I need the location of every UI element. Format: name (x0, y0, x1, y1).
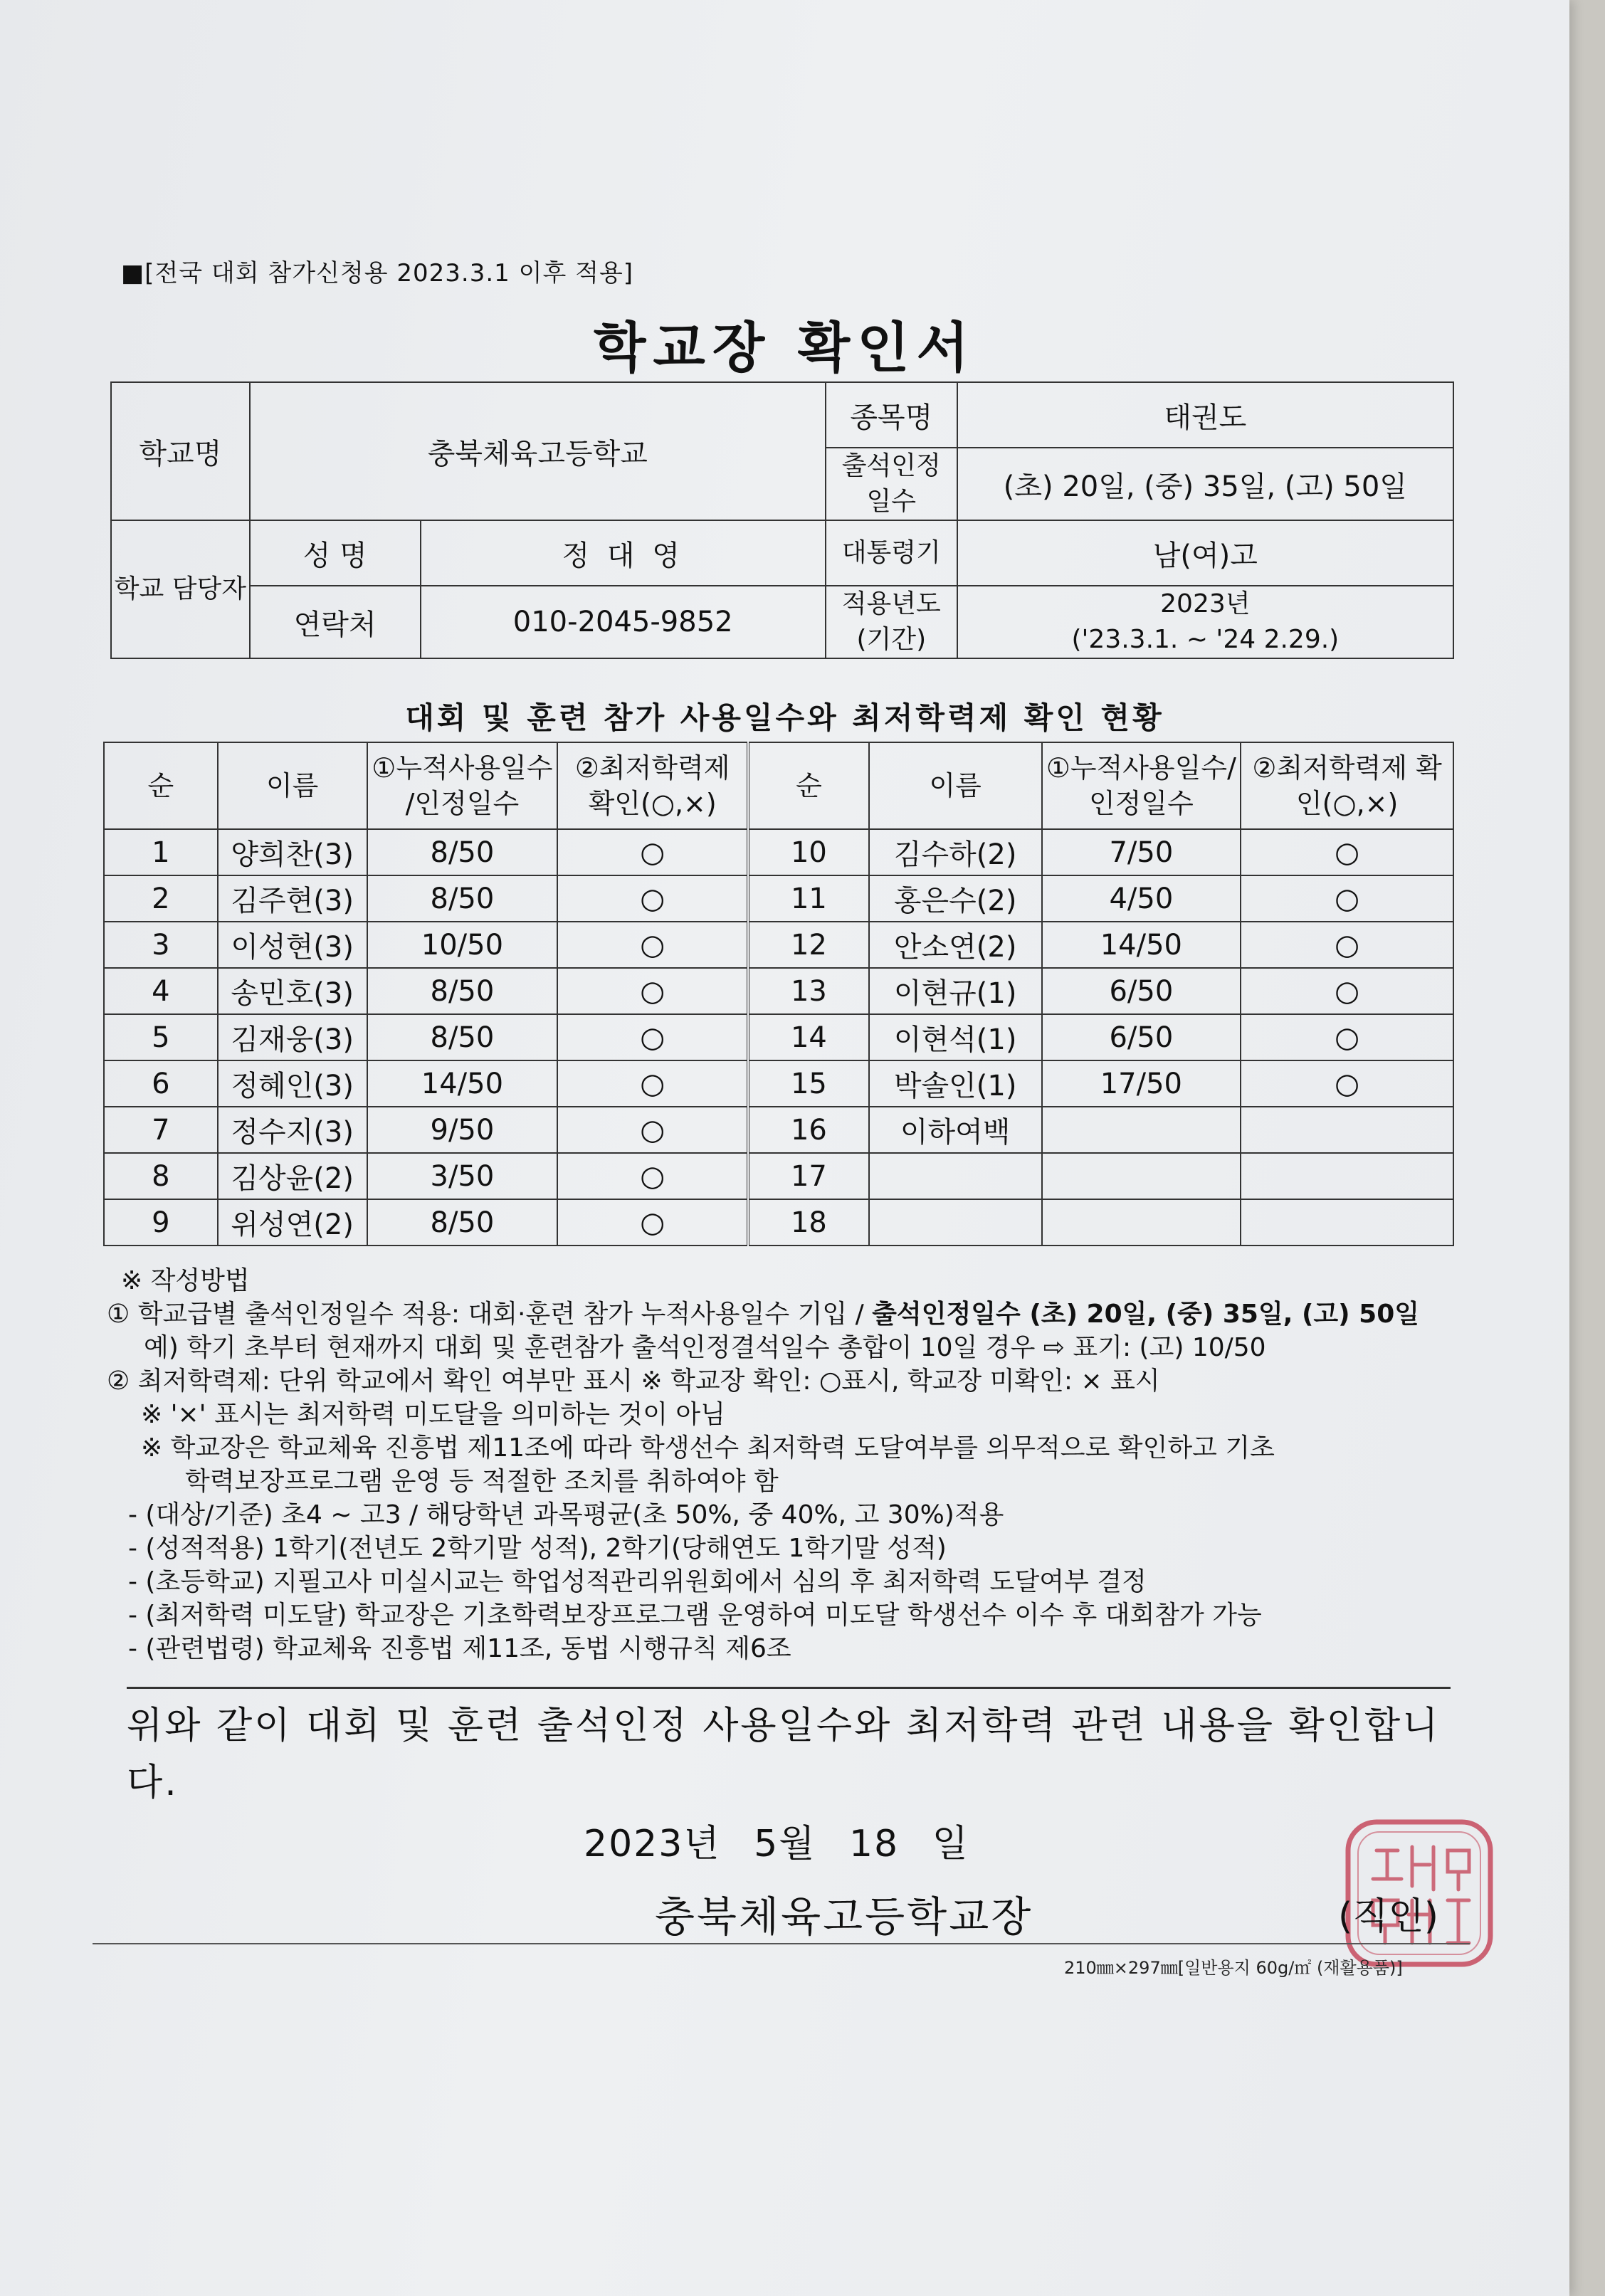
signer-title: 충북체육고등학교장 (655, 1892, 1033, 1941)
division-label: 대통령기 (826, 520, 957, 586)
col-name-left: 이름 (218, 742, 367, 829)
row-no: 3 (104, 922, 218, 968)
used-days (1042, 1107, 1241, 1153)
row-no: 10 (748, 829, 869, 875)
row-no: 17 (748, 1153, 869, 1199)
row-no: 8 (104, 1153, 218, 1199)
table-row (104, 1153, 1453, 1199)
student-name: 김수하(2) (869, 829, 1042, 875)
row-no: 16 (748, 1107, 869, 1153)
note-detail-grades: - (성적적용) 1학기(전년도 2학기말 성적), 2학기(당해연도 1학기말 성적) (128, 1534, 947, 1563)
staff-label: 학교 담당자 (111, 520, 250, 658)
note-attendance-text: ① 학교급별 출석인정일수 적용: 대회·훈련 참가 누적사용일수 기입 / (107, 1300, 873, 1329)
student-name: 양희찬(3) (218, 829, 367, 875)
note-detail-criteria: - (대상/기준) 초4 ~ 고3 / 해당학년 과목평균(초 50%, 중 40%, 고 30%)적용 (128, 1500, 1004, 1529)
note-detail-elementary: - (초등학교) 지필고사 미실시교는 학업성적관리위원회에서 심의 후 최저학력 도달여부 결정 (128, 1567, 1147, 1596)
note-attendance-bold: 출석인정일수 (초) 20일, (중) 35일, (고) 50일 (872, 1300, 1420, 1329)
confirmation-statement: 위와 같이 대회 및 훈련 출석인정 사용일수와 최저학력 관련 내용을 확인합니다. (127, 1687, 1451, 1811)
table-row (104, 1107, 1453, 1153)
contact-label: 연락처 (250, 586, 421, 658)
used-days: 4/50 (1042, 875, 1241, 922)
academic-check: ○ (557, 968, 748, 1014)
student-name (869, 1153, 1042, 1199)
sport-label: 종목명 (826, 382, 957, 448)
student-name: 이현석(1) (869, 1014, 1042, 1060)
note-academic-duty-cont: 학력보장프로그램 운영 등 적절한 조치를 취하여야 함 (185, 1467, 779, 1496)
used-days: 9/50 (367, 1107, 558, 1153)
student-name (869, 1199, 1042, 1246)
col-no-left: 순 (104, 742, 218, 829)
year-cell (957, 586, 1453, 658)
academic-check: ○ (557, 1014, 748, 1060)
attendance-days-value: (초) 20일, (중) 35일, (고) 50일 (957, 448, 1453, 520)
student-name: 김주현(3) (218, 875, 367, 922)
student-name: 위성연(2) (218, 1199, 367, 1246)
used-days (1042, 1153, 1241, 1199)
note-attendance-example: 예) 학기 초부터 현재까지 대회 및 훈련참가 출석인정결석일수 총합이 10일 경우 ⇨ 표기: (고) 10/50 (144, 1333, 1266, 1362)
used-days: 10/50 (367, 922, 558, 968)
col-no-right: 순 (748, 742, 869, 829)
seal-label: (직인) (1338, 1895, 1439, 1938)
row-no: 2 (104, 875, 218, 922)
table-row (104, 968, 1453, 1014)
note-detail-underachieve: - (최저학력 미도달) 학교장은 기초학력보장프로그램 운영하여 미도달 학생선수 이수 후 대회참가 가능 (128, 1601, 1262, 1630)
used-days: 7/50 (1042, 829, 1241, 875)
academic-check: ○ (557, 1060, 748, 1107)
note-academic-meaning: ※ '×' 표시는 최저학력 미도달을 의미하는 것이 아님 (141, 1400, 725, 1429)
academic-check (1241, 1107, 1453, 1153)
col-days-right: ①누적사용일수/ 인정일수 (1042, 742, 1241, 829)
row-no: 11 (748, 875, 869, 922)
student-name: 안소연(2) (869, 922, 1042, 968)
note-attendance (107, 1297, 1459, 1331)
student-name: 홍은수(2) (869, 875, 1042, 922)
row-no: 14 (748, 1014, 869, 1060)
table-row (104, 922, 1453, 968)
paper-spec: 210㎜×297㎜[일반용지 60g/㎡ (재활용품)] (1064, 1958, 1403, 1978)
note-detail-law: - (관련법령) 학교체육 진흥법 제11조, 동법 시행규칙 제6조 (128, 1634, 791, 1663)
used-days: 3/50 (367, 1153, 558, 1199)
year-label: 적용년도 (기간) (826, 586, 957, 658)
row-no: 12 (748, 922, 869, 968)
used-days: 8/50 (367, 875, 558, 922)
sport-value: 태권도 (957, 382, 1453, 448)
roster-header-row (104, 742, 1453, 829)
notes-heading: ※ 작성방법 (121, 1266, 250, 1295)
table-row (104, 829, 1453, 875)
col-academic-right: ②최저학력제 확인(○,×) (1241, 742, 1453, 829)
academic-check: ○ (1241, 922, 1453, 968)
school-name-label: 학교명 (111, 382, 250, 520)
table-row (104, 1199, 1453, 1246)
used-days: 6/50 (1042, 1014, 1241, 1060)
academic-check: ○ (557, 875, 748, 922)
used-days: 14/50 (1042, 922, 1241, 968)
year-value: 2023년 (1160, 589, 1251, 618)
academic-check: ○ (1241, 829, 1453, 875)
row-no: 6 (104, 1060, 218, 1107)
staff-name-label: 성 명 (250, 520, 421, 586)
used-days (1042, 1199, 1241, 1246)
footer-divider (93, 1943, 1470, 1944)
student-name: 이현규(1) (869, 968, 1042, 1014)
student-name: 송민호(3) (218, 968, 367, 1014)
roster-title: 대회 및 훈련 참가 사용일수와 최저학력제 확인 현황 (405, 700, 1164, 735)
used-days: 8/50 (367, 829, 558, 875)
row-no: 1 (104, 829, 218, 875)
contact-value: 010-2045-9852 (421, 586, 826, 658)
note-academic: ② 최저학력제: 단위 학교에서 확인 여부만 표시 ※ 학교장 확인: ○표시, 학교장 미확인: × 표시 (107, 1366, 1160, 1396)
used-days: 8/50 (367, 1199, 558, 1246)
student-name: 정혜인(3) (218, 1060, 367, 1107)
academic-check (1241, 1199, 1453, 1246)
academic-check: ○ (557, 922, 748, 968)
table-row (104, 1014, 1453, 1060)
col-name-right: 이름 (869, 742, 1042, 829)
student-name: 김재웅(3) (218, 1014, 367, 1060)
row-no: 4 (104, 968, 218, 1014)
attendance-days-label: 출석인정 일수 (826, 448, 957, 520)
row-no: 15 (748, 1060, 869, 1107)
used-days: 8/50 (367, 968, 558, 1014)
table-row (104, 1060, 1453, 1107)
table-row (104, 875, 1453, 922)
col-days-left: ①누적사용일수 /인정일수 (367, 742, 558, 829)
instructions-section (107, 1264, 1459, 1665)
issue-date: 2023년 5월 18 일 (584, 1823, 969, 1865)
division-value: 남(여)고 (957, 520, 1453, 586)
school-info-table (110, 381, 1454, 659)
form-usage-note: ■[전국 대회 참가신청용 2023.3.1 이후 적용] (121, 259, 634, 288)
col-academic-left: ②최저학력제 확인(○,×) (557, 742, 748, 829)
row-no: 13 (748, 968, 869, 1014)
student-name: 김상윤(2) (218, 1153, 367, 1199)
row-no: 5 (104, 1014, 218, 1060)
school-name-value: 충북체육고등학교 (250, 382, 826, 520)
period-value: ('23.3.1. ~ '24 2.29.) (1071, 625, 1340, 654)
academic-check: ○ (557, 1107, 748, 1153)
roster-table (103, 742, 1454, 1246)
document-title: 학교장 확인서 (594, 316, 976, 379)
staff-name-value: 정 대 영 (421, 520, 826, 586)
student-name: 이하여백 (869, 1107, 1042, 1153)
academic-check: ○ (1241, 968, 1453, 1014)
student-name: 박솔인(1) (869, 1060, 1042, 1107)
academic-check: ○ (557, 829, 748, 875)
row-no: 18 (748, 1199, 869, 1246)
academic-check: ○ (557, 1153, 748, 1199)
student-name: 이성현(3) (218, 922, 367, 968)
used-days: 8/50 (367, 1014, 558, 1060)
student-name: 정수지(3) (218, 1107, 367, 1153)
used-days: 6/50 (1042, 968, 1241, 1014)
row-no: 9 (104, 1199, 218, 1246)
academic-check: ○ (1241, 875, 1453, 922)
academic-check: ○ (557, 1199, 748, 1246)
academic-check: ○ (1241, 1060, 1453, 1107)
academic-check: ○ (1241, 1014, 1453, 1060)
row-no: 7 (104, 1107, 218, 1153)
academic-check (1241, 1153, 1453, 1199)
used-days: 14/50 (367, 1060, 558, 1107)
note-academic-duty: ※ 학교장은 학교체육 진흥법 제11조에 따라 학생선수 최저학력 도달여부를 의무적으로 확인하고 기초 (141, 1433, 1275, 1463)
used-days: 17/50 (1042, 1060, 1241, 1107)
